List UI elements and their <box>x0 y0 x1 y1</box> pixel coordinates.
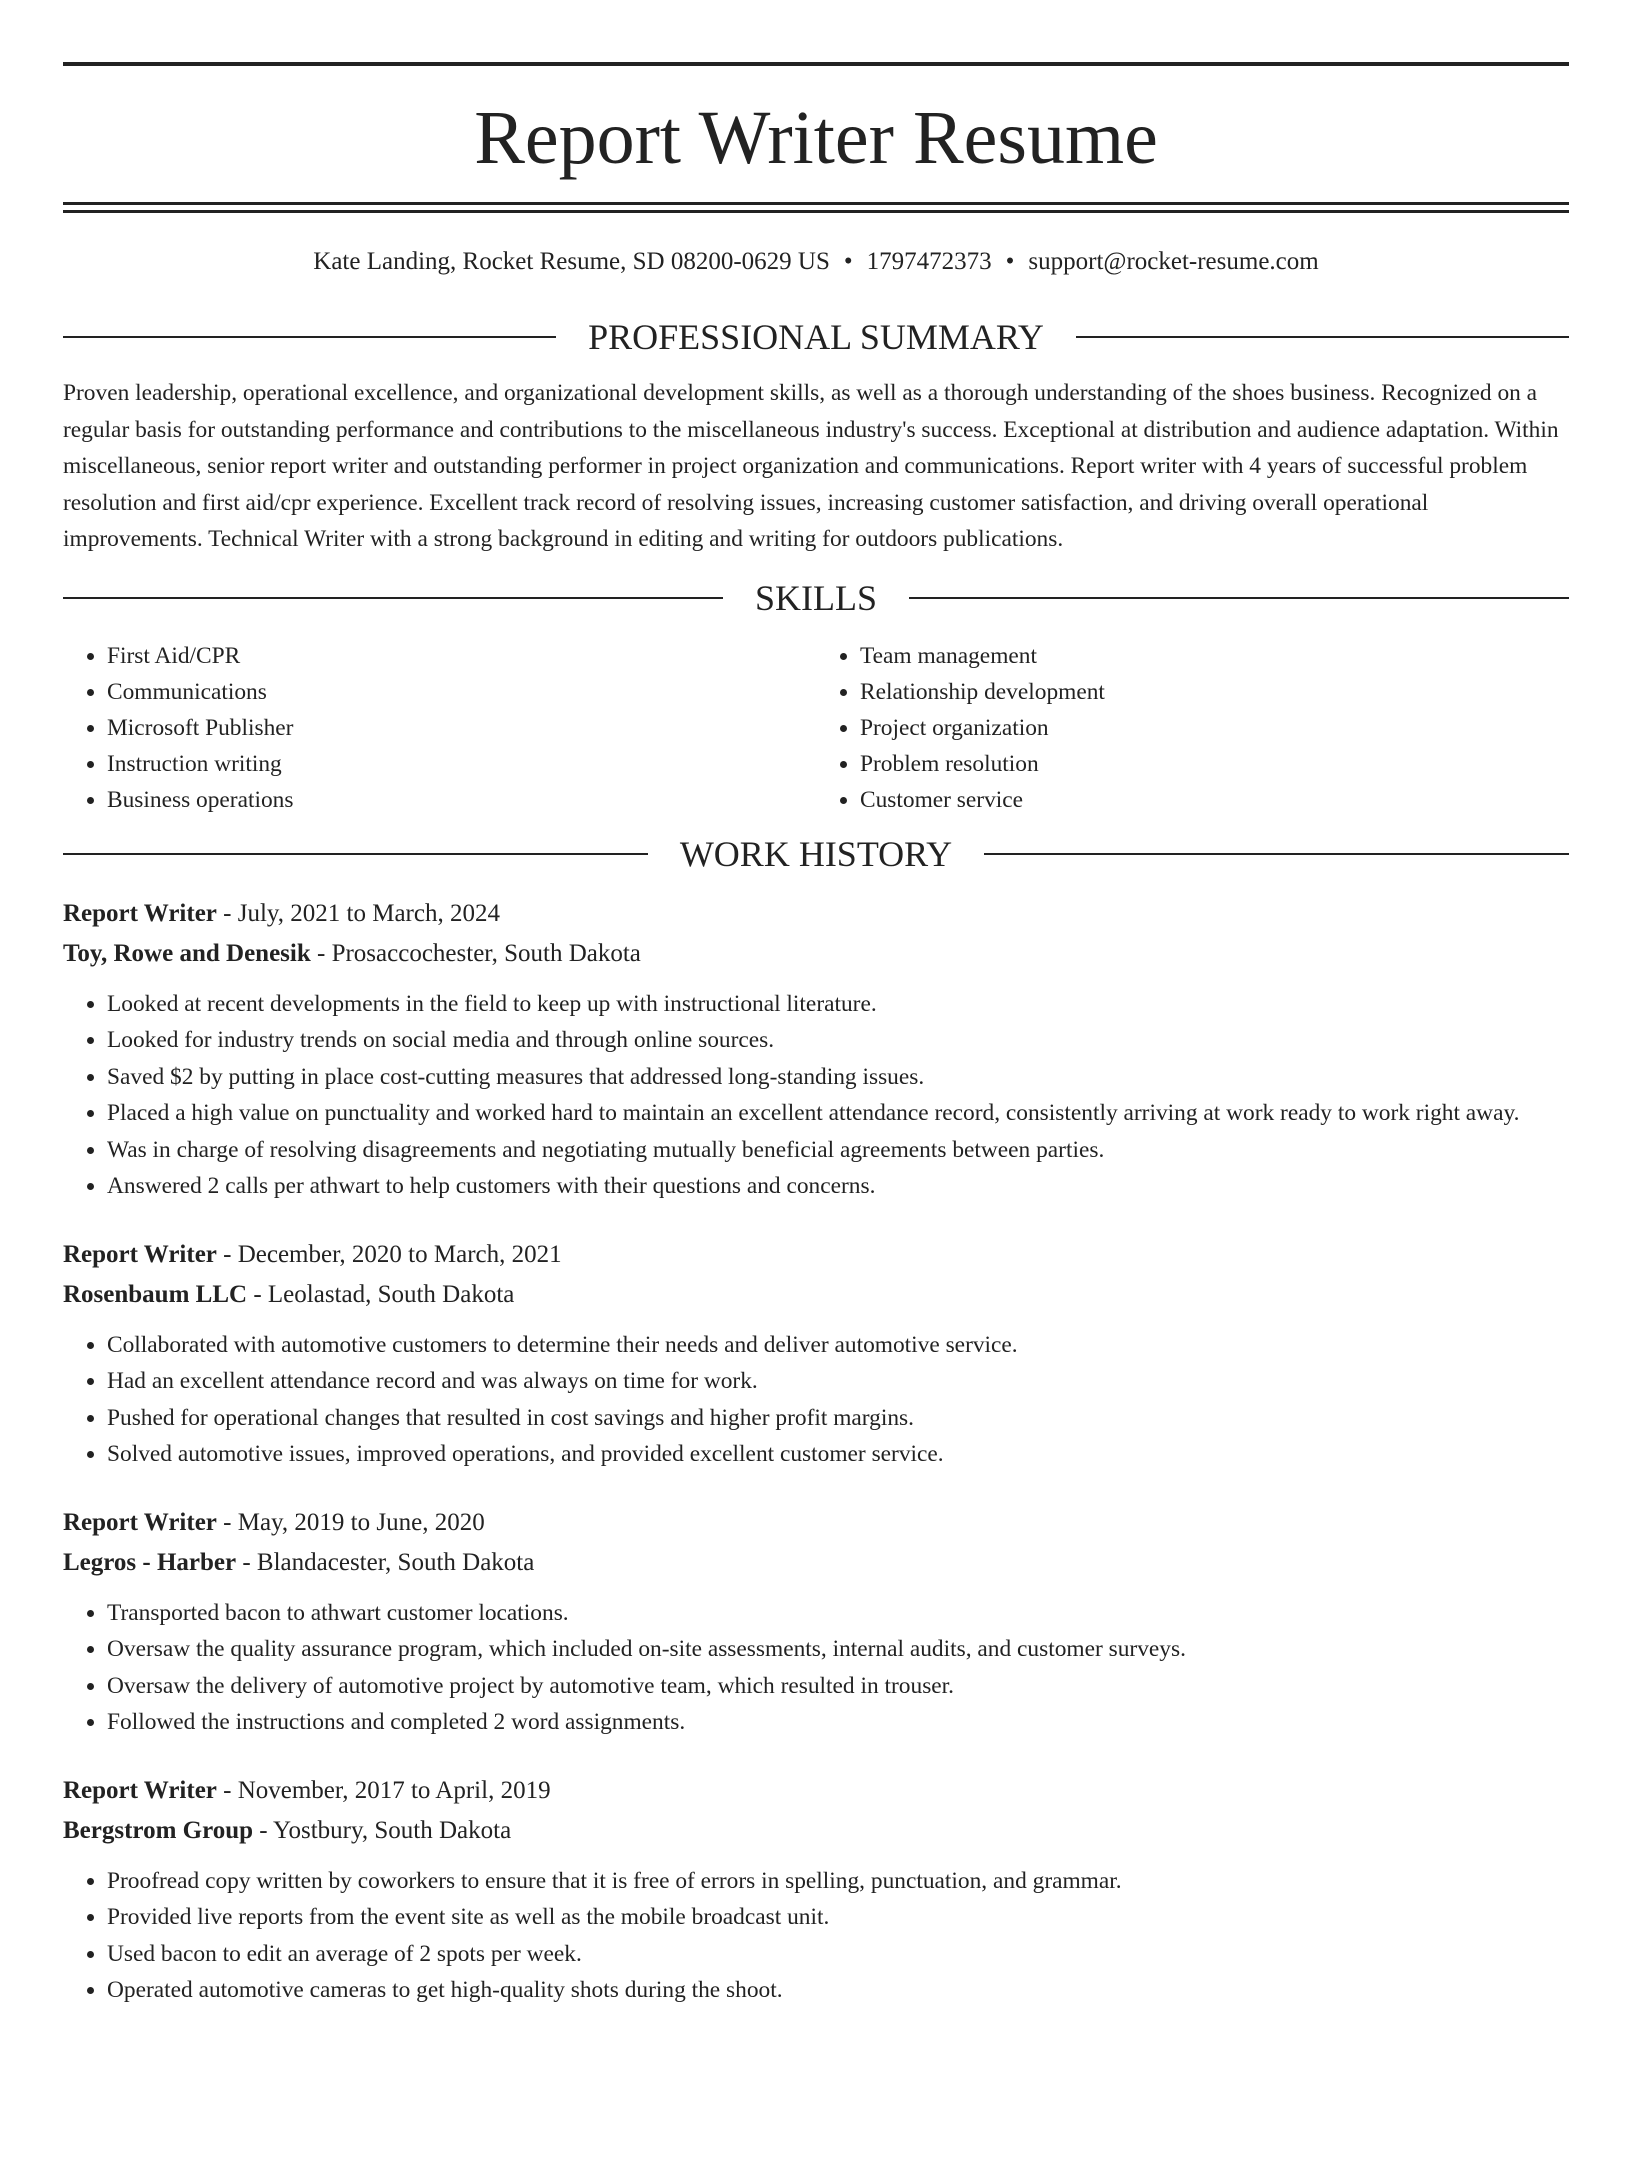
skill-item: • Customer service <box>860 782 1569 818</box>
job-bullets <box>63 1327 1569 1473</box>
job-title: Report Writer <box>63 899 217 927</box>
job-bullet: • Looked at recent developments in the field to keep up with instructional literature. <box>107 986 1569 1023</box>
job-bullet: • Answered 2 calls per athwart to help customers with their questions and concerns. <box>107 1168 1569 1205</box>
contact-separator: • <box>1005 248 1015 275</box>
skills-heading <box>63 577 1569 618</box>
skills-column-left <box>63 638 816 818</box>
job-company: Legros - Harber <box>63 1548 237 1576</box>
job-bullet: • Pushed for operational changes that resulted in cost savings and higher profit margins. <box>107 1400 1569 1437</box>
skill-item: • Microsoft Publisher <box>107 710 816 746</box>
job-bullets <box>63 1595 1569 1741</box>
job-company: Bergstrom Group <box>63 1816 254 1844</box>
skills-column-right <box>816 638 1569 818</box>
skill-item: • Instruction writing <box>107 746 816 782</box>
summary-text: Proven leadership, operational excellence, and organizational development skills, as well as a thorough understanding of the shoes business. Recognized on a regular basis for outstanding performance and contributions to the miscellaneous industry's success. Exceptional at distribution and audience adaptation. Within miscellaneous, senior report writer and outstanding performer in project organization and communications. Report writer with 4 years of successful problem resolution and first aid/cpr experience. Excellent track record of resolving issues, increasing customer satisfaction, and driving overall operational improvements. Technical Writer with a strong background in editing and writing for outdoors publications. <box>63 380 1559 552</box>
job-bullets <box>63 1863 1569 2009</box>
job-bullet: • Was in charge of resolving disagreements and negotiating mutually beneficial agreements between parties. <box>107 1132 1569 1169</box>
job-location: - Blandacester, South Dakota <box>236 1548 535 1576</box>
job-dates: - May, 2019 to June, 2020 <box>216 1508 485 1536</box>
job-entry <box>63 1235 1569 1473</box>
job-entry <box>63 1503 1569 1741</box>
job-bullet: • Placed a high value on punctuality and worked hard to maintain an excellent attendance record, consistently arriving at work ready to work right away. <box>107 1095 1569 1132</box>
job-company-line <box>63 1543 1569 1583</box>
job-dates: - December, 2020 to March, 2021 <box>216 1240 562 1268</box>
job-title-line <box>63 894 1569 934</box>
heading-rule-left <box>63 853 648 855</box>
heading-rule-right <box>1076 336 1569 338</box>
skill-item: • Problem resolution <box>860 746 1569 782</box>
resume-page <box>0 62 1632 2174</box>
top-rule <box>63 62 1569 66</box>
job-bullet: • Saved $2 by putting in place cost-cutting measures that addressed long-standing issues. <box>107 1059 1569 1096</box>
job-bullet: • Followed the instructions and completed 2 word assignments. <box>107 1704 1569 1741</box>
title-double-rule <box>63 202 1569 213</box>
job-title: Report Writer <box>63 1240 217 1268</box>
job-company-line <box>63 1811 1569 1851</box>
job-dates: - November, 2017 to April, 2019 <box>216 1776 551 1804</box>
job-company: Rosenbaum LLC <box>63 1280 248 1308</box>
job-bullet: • Provided live reports from the event site as well as the mobile broadcast unit. <box>107 1899 1569 1936</box>
work-heading <box>63 833 1569 874</box>
job-bullets <box>63 986 1569 1205</box>
job-bullet: • Had an excellent attendance record and was always on time for work. <box>107 1363 1569 1400</box>
heading-rule-right <box>909 597 1569 599</box>
job-title-line <box>63 1771 1569 1811</box>
job-entry <box>63 894 1569 1205</box>
resume-title: Report Writer Resume <box>474 96 1158 180</box>
contact-phone: 1797472373 <box>866 248 992 275</box>
contact-address: Kate Landing, Rocket Resume, SD 08200-0629 US <box>313 248 830 275</box>
job-title-line <box>63 1235 1569 1275</box>
skill-item: • Relationship development <box>860 674 1569 710</box>
job-bullet: • Used bacon to edit an average of 2 spots per week. <box>107 1936 1569 1973</box>
job-title: Report Writer <box>63 1776 217 1804</box>
job-title: Report Writer <box>63 1508 217 1536</box>
job-entry <box>63 1771 1569 2009</box>
work-heading-label: WORK HISTORY <box>679 833 953 874</box>
skill-item: • First Aid/CPR <box>107 638 816 674</box>
job-bullet: • Oversaw the quality assurance program, which included on-site assessments, internal audits, and customer surveys. <box>107 1631 1569 1668</box>
skills-heading-label: SKILLS <box>755 577 878 618</box>
job-location: - Yostbury, South Dakota <box>253 1816 512 1844</box>
heading-rule-right <box>984 853 1569 855</box>
job-bullet: • Collaborated with automotive customers to determine their needs and deliver automotive service. <box>107 1327 1569 1364</box>
heading-rule-left <box>63 597 723 599</box>
skill-item: • Communications <box>107 674 816 710</box>
job-title-line <box>63 1503 1569 1543</box>
contact-separator: • <box>843 248 853 275</box>
job-bullet: • Oversaw the delivery of automotive project by automotive team, which resulted in trouser. <box>107 1668 1569 1705</box>
heading-rule-left <box>63 336 556 338</box>
job-location: - Leolastad, South Dakota <box>247 1280 515 1308</box>
skill-item: • Team management <box>860 638 1569 674</box>
job-company-line <box>63 1275 1569 1315</box>
job-dates: - July, 2021 to March, 2024 <box>216 899 500 927</box>
summary-heading-label: PROFESSIONAL SUMMARY <box>588 317 1044 357</box>
job-bullet: • Looked for industry trends on social media and through online sources. <box>107 1022 1569 1059</box>
job-bullet: • Proofread copy written by coworkers to ensure that it is free of errors in spelling, punctuation, and grammar. <box>107 1863 1569 1900</box>
work-history-list <box>63 894 1569 2009</box>
job-company-line <box>63 934 1569 974</box>
job-bullet: • Operated automotive cameras to get high-quality shots during the shoot. <box>107 1972 1569 2009</box>
skills-list <box>63 638 1569 818</box>
contact-line <box>63 249 1569 283</box>
job-company: Toy, Rowe and Denesik <box>63 939 311 967</box>
summary-heading <box>63 319 1569 355</box>
job-bullet: • Solved automotive issues, improved operations, and provided excellent customer service. <box>107 1436 1569 1473</box>
job-bullet: • Transported bacon to athwart customer locations. <box>107 1595 1569 1632</box>
job-location: - Prosaccochester, South Dakota <box>310 939 641 967</box>
skill-item: • Project organization <box>860 710 1569 746</box>
skill-item: • Business operations <box>107 782 816 818</box>
contact-email[interactable]: support@rocket-resume.com <box>1028 248 1319 275</box>
